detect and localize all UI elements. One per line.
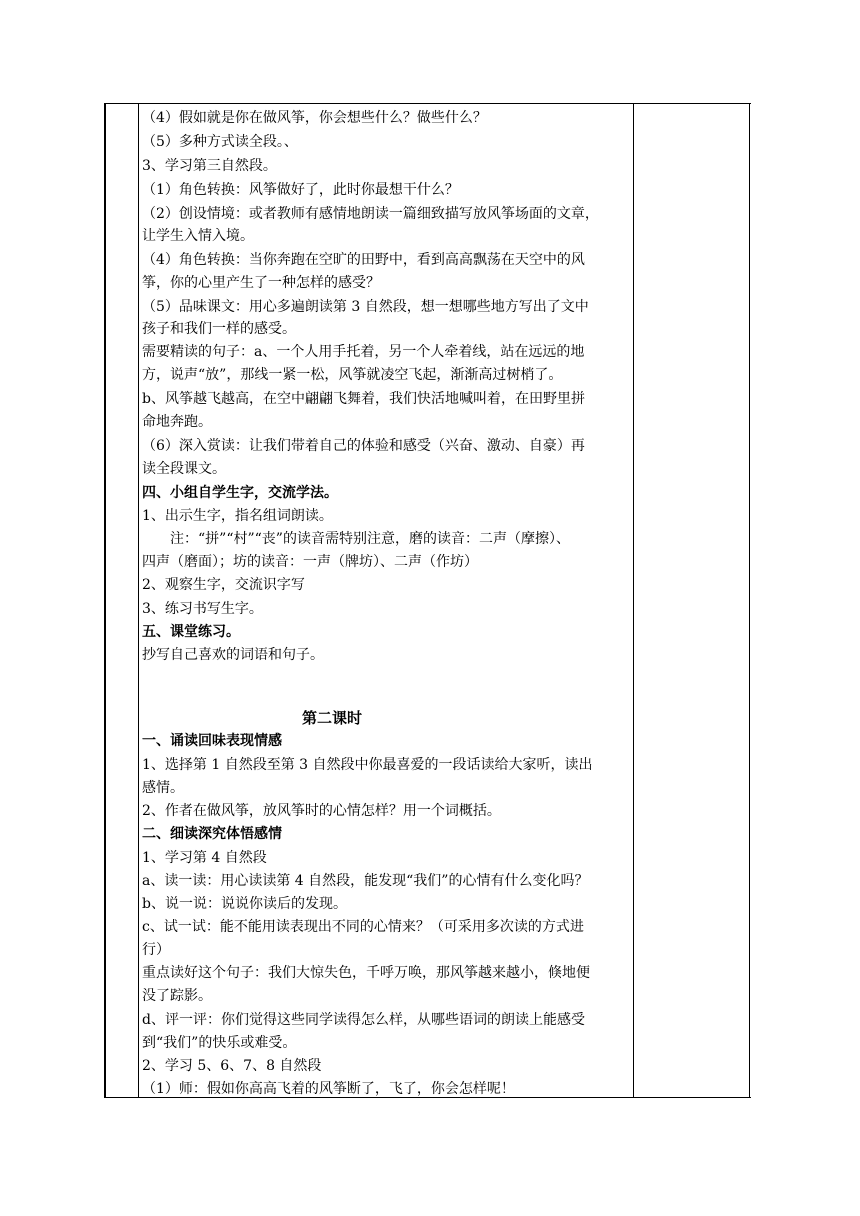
section-heading: 四、小组自学生字，交流学法。 [142,485,338,501]
text-line: （1）角色转换：风筝做好了，此时你最想干什么？ [142,182,459,198]
text-line: b、说一说：说说你读后的发现。 [142,896,347,912]
text-line: b、风筝越飞越高，在空中翩翩飞舞着，我们快活地喊叫着，在田野里拼 [142,391,585,407]
text-line: 没了踪影。 [142,988,212,1004]
text-line: 2、观察生字，交流识字写 [142,577,305,593]
text-line: （5）品味课文：用心多遍朗读第 3 自然段，想一想哪些地方写出了文中 [142,299,589,315]
text-line: （5）多种方式读全段。、 [142,134,298,150]
section-heading: 一、诵读回味表现情感 [142,733,282,749]
text-line: 1、出示生字，指名组词朗读。 [142,508,333,524]
text-line: 抄写自己喜欢的词语和句子。 [142,647,324,663]
table-left-border [104,103,106,1098]
text-line: 孩子和我们一样的感受。 [142,321,296,337]
column-divider-1 [138,103,139,1098]
text-line: 筝，你的心里产生了一种怎样的感受？ [142,275,380,291]
table-top-border [104,103,751,104]
section-heading: 二、细读深究体悟感情 [142,826,282,842]
text-line: 读全段课文。 [142,461,226,477]
text-line: 方，说声“放”，那线一紧一松，风筝就凌空飞起，渐渐高过树梢了。 [142,367,563,383]
text-line: 2、学习 5、6、7、8 自然段 [142,1058,322,1074]
text-line: d、评一评：你们觉得这些同学读得怎么样，从哪些语词的朗读上能感受 [142,1012,585,1028]
text-line: 需要精读的句子：a、一个人用手托着，另一个人牵着线，站在远远的地 [142,344,585,360]
text-line: （1）师：假如你高高飞着的风筝断了，飞了，你会怎样呢！ [142,1081,515,1097]
text-line: 1、学习第 4 自然段 [142,850,267,866]
text-line: （4）角色转换：当你奔跑在空旷的田野中，看到高高飘荡在天空中的风 [142,252,585,268]
text-line: 注：“拼”“村”“丧”的读音需特别注意，磨的读音：二声（摩擦）、 [170,531,570,547]
lesson-subtitle: 第二课时 [302,709,363,727]
text-line: 2、作者在做风筝，放风筝时的心情怎样？用一个词概括。 [142,803,501,819]
text-line: 3、练习书写生字。 [142,601,263,617]
table-right-border [749,103,750,1098]
text-line: （2）创设情境：或者教师有感情地朗读一篇细致描写放风筝场面的文章， [142,206,599,222]
text-line: 重点读好这个句子：我们大惊失色，千呼万唤，那风筝越来越小，倏地便 [142,965,590,981]
text-line: （4）假如就是你在做风筝，你会想些什么？做些什么？ [142,110,487,126]
text-line: （6）深入赏读：让我们带着自己的体验和感受（兴奋、激动、自豪）再 [142,438,585,454]
text-line: 感情。 [142,780,184,796]
section-heading: 五、课堂练习。 [142,624,240,640]
text-line: 1、选择第 1 自然段至第 3 自然段中你最喜爱的一段话读给大家听，读出 [142,757,593,773]
text-line: 四声（磨面）；坊的读音：一声（牌坊）、二声（作坊） [142,554,478,570]
text-line: 行） [142,942,170,958]
column-divider-2 [633,103,634,1098]
text-line: 命地奔跑。 [142,414,212,430]
text-line: 到“我们”的快乐或难受。 [142,1035,297,1051]
text-line: 3、学习第三自然段。 [142,158,277,174]
text-line: a、读一读：用心读读第 4 自然段，能发现“我们”的心情有什么变化吗？ [142,873,589,889]
text-line: 让学生入情入境。 [142,228,254,244]
text-line: c、试一试：能不能用读表现出不同的心情来？（可采用多次读的方式进 [142,919,584,935]
